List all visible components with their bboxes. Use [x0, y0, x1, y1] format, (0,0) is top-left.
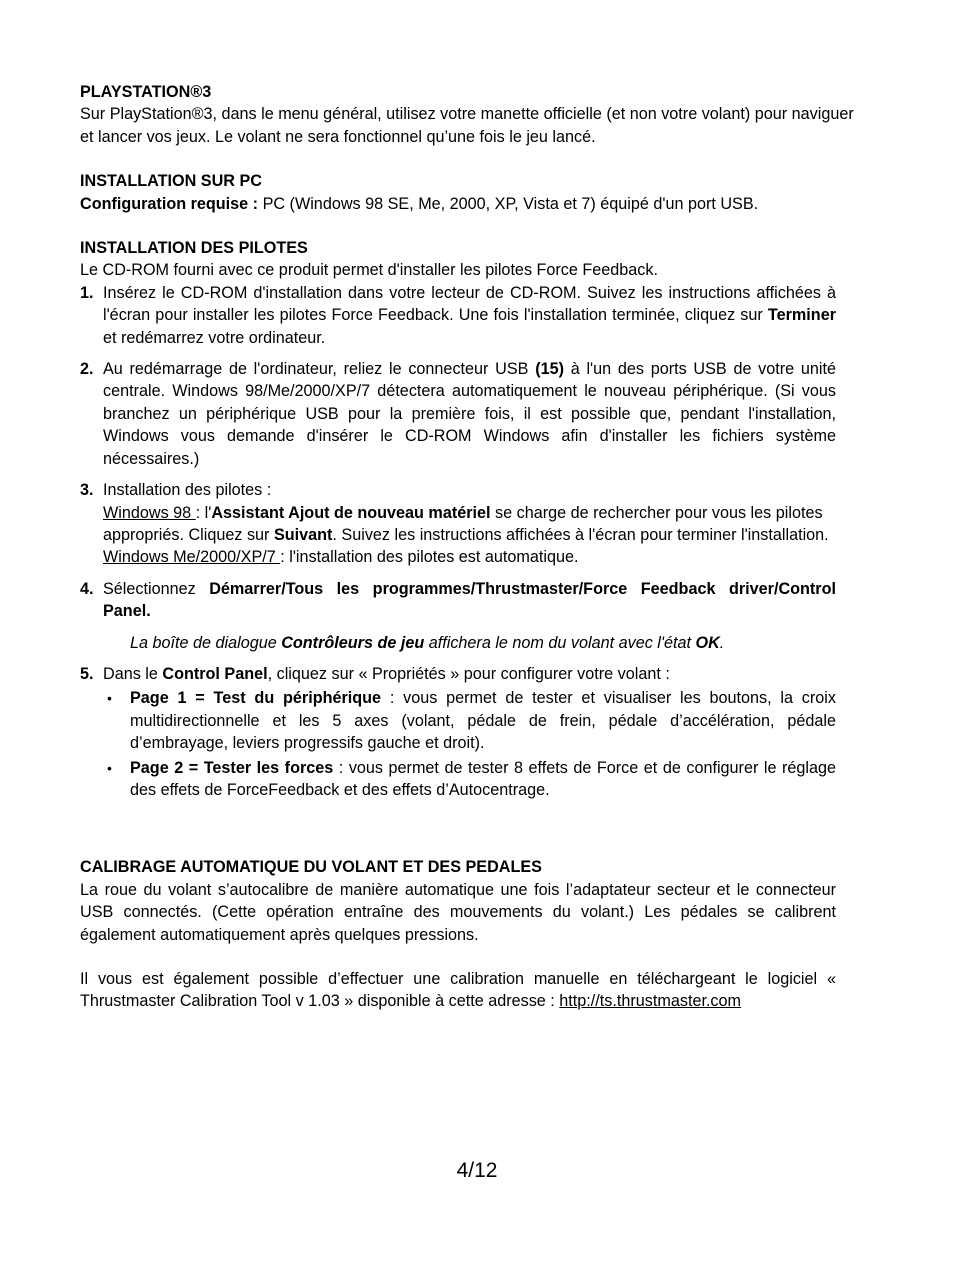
text-run: Page 2 = Tester les forces: [130, 758, 334, 777]
text-run: se charge de rechercher pour vous les pilotes appropriés. Cliquez sur: [103, 503, 823, 544]
step-item: [80, 479, 836, 569]
text-run: : l': [195, 503, 212, 522]
bullet-text: [130, 687, 836, 754]
text-run: Le CD-ROM fourni avec ce produit permet d'installer les pilotes Force Feedback.: [80, 261, 658, 280]
bullet-text: [130, 757, 836, 802]
section-heading: INSTALLATION DES PILOTES: [80, 239, 308, 258]
step-text: [103, 578, 836, 623]
text-run: Configuration requise :: [80, 194, 263, 213]
paragraph: [80, 103, 868, 148]
step-number: 4.: [80, 579, 94, 598]
text-run: Au redémarrage de l'ordinateur, reliez le connecteur USB: [103, 360, 536, 379]
paragraph: [80, 259, 836, 281]
step-number: 2.: [80, 360, 94, 379]
text-run: La roue du volant s’autocalibre de manière automatique une fois l’adaptateur secteur et le connecteur USB connectés. (Cette opération entraîne des mouvements du volant.) Les pédales se calibrent également automatiquement après quelques pressions.: [80, 880, 836, 944]
url-link[interactable]: http://ts.thrustmaster.com: [559, 992, 742, 1011]
step-number: 1.: [80, 283, 94, 302]
text-run: Page 1 = Test du périphérique: [130, 689, 382, 708]
text-run: Sélectionnez: [103, 579, 210, 598]
step-item: [80, 282, 836, 349]
text-run: Control Panel: [162, 664, 268, 683]
step-item: [80, 578, 836, 623]
text-run: : vous permet de tester 8 effets de Force et de configurer le réglage des effets de ForceFeedback et des effets d’Autocentrage.: [130, 758, 836, 799]
section-calibration: [80, 856, 836, 1012]
text-run: Assistant Ajout de nouveau matériel: [211, 503, 491, 522]
section-heading: PLAYSTATION®3: [80, 83, 212, 101]
step-item: [80, 358, 836, 470]
section-install-pc: [80, 170, 868, 215]
text-run: Insérez le CD-ROM d'installation dans votre lecteur de CD-ROM. Suivez les instructions affichées à l'écran pour installer les pilotes Force Feedback. Une fois l'installation terminée, cliquez sur: [103, 283, 836, 325]
text-run: Windows Me/2000/XP/7: [103, 548, 281, 567]
text-run: PC (Windows 98 SE, Me, 2000, XP, Vista et 7) équipé d'un port USB.: [262, 194, 759, 213]
step-subtext: [103, 502, 836, 547]
section-heading: CALIBRAGE AUTOMATIQUE DU VOLANT ET DES PEDALES: [80, 858, 542, 877]
steps-list: [80, 282, 836, 802]
bullet-dot-icon: •: [107, 759, 112, 776]
text-run: Démarrer/Tous les programmes/Thrustmaster/Force Feedback driver/Control Panel.: [103, 579, 836, 621]
text-run: : vous permet de tester et visualiser les boutons, la croix multidirectionnelle et les 5 axes (volant, pédale de frein, pédale d’accélération, pédale d’embrayage, leviers progressifs gauche et droit).: [130, 689, 836, 753]
paragraph: [80, 968, 836, 1013]
section-drivers: [80, 237, 836, 801]
text-run: Contrôleurs de jeu: [281, 633, 425, 652]
text-run: : l'installation des pilotes est automatique.: [280, 548, 579, 567]
step-text: [103, 663, 836, 685]
step-number: 3.: [80, 481, 94, 500]
paragraph: [80, 879, 836, 946]
section-heading: INSTALLATION SUR PC: [80, 172, 262, 191]
step-text: [103, 282, 836, 349]
text-run: (15): [535, 360, 564, 379]
text-run: et redémarrez votre ordinateur.: [103, 328, 326, 347]
text-run: Il vous est également possible d’effectuer une calibration manuelle en téléchargeant le logiciel « Thrustmaster Calibration Tool v 1.03 » disponible à cette adresse :: [80, 970, 836, 1011]
bullet-item: [103, 687, 836, 754]
text-run: affichera le nom du volant avec l'état: [424, 633, 696, 652]
section-ps3: [80, 81, 868, 148]
text-run: .: [719, 633, 725, 652]
text-run: La boîte de dialogue: [130, 633, 282, 652]
text-run: . Suivez les instructions affichées à l'écran pour terminer l'installation.: [332, 525, 829, 544]
text-run: Dans le: [103, 664, 163, 683]
text-run: OK: [695, 633, 720, 652]
bullet-list: [103, 687, 836, 801]
text-run: à l'un des ports USB de votre unité centrale. Windows 98/Me/2000/XP/7 détectera automatiquement le nouveau périphérique. (Si vous branchez un périphérique USB pour la première fois, il est possible que, pendant l'installation, Windows vous demande d'insérer le CD-ROM Windows afin d'installer les fichiers système nécessaires.): [103, 360, 836, 468]
bullet-item: [103, 757, 836, 802]
text-run: , cliquez sur « Propriétés » pour configurer votre volant :: [267, 664, 670, 683]
step-note: [80, 632, 836, 654]
bullet-dot-icon: •: [107, 690, 112, 707]
step-item: [80, 663, 836, 801]
text-run: Installation des pilotes :: [103, 481, 272, 500]
text-run: Suivant: [273, 525, 333, 544]
step-subtext: [103, 546, 836, 568]
document-page: [80, 81, 854, 1013]
requirements-paragraph: [80, 193, 868, 215]
text-run: Terminer: [767, 306, 836, 325]
step-text: [103, 479, 836, 501]
text-run: Sur PlayStation®3, dans le menu général, utilisez votre manette officielle (et non votre volant) pour naviguer et lancer vos jeux. Le volant ne sera fonctionnel qu’une fois le jeu lancé.: [80, 105, 854, 146]
page-number: 4/12: [456, 1159, 498, 1182]
step-text: [103, 358, 836, 470]
step-number: 5.: [80, 664, 94, 683]
text-run: Windows 98: [103, 503, 196, 522]
